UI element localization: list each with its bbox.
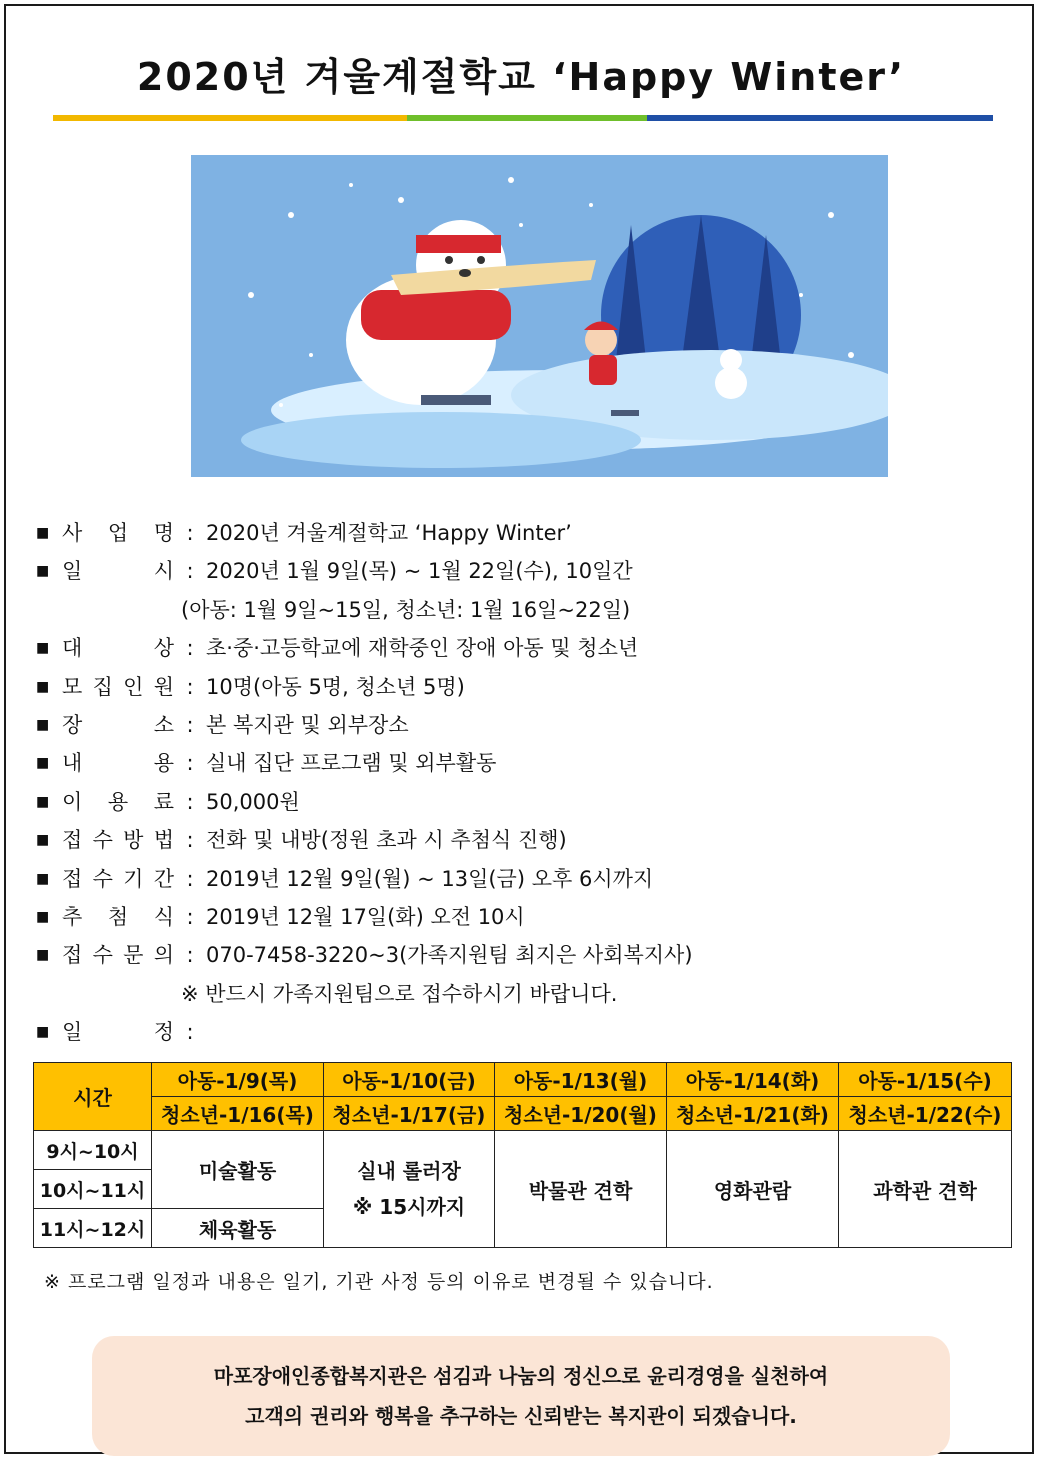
info-label	[62, 898, 174, 936]
info-value: 본 복지관 및 외부장소	[206, 712, 409, 737]
bullet-icon: ■	[36, 908, 50, 925]
bullet-icon: ■	[36, 678, 50, 695]
label-char: 모	[62, 674, 83, 699]
info-row-content	[36, 744, 996, 782]
label-char: 기	[123, 866, 144, 891]
info-value: 2019년 12월 9일(월) ~ 13일(금) 오후 6시까지	[206, 866, 654, 891]
colon: :	[186, 904, 194, 929]
label-char: 원	[153, 674, 174, 699]
label-char: 용	[153, 751, 174, 776]
activity-cell: 체육활동	[152, 1209, 324, 1248]
info-label	[62, 668, 174, 706]
info-value: 실내 집단 프로그램 및 외부활동	[206, 751, 497, 776]
info-value: 초·중·고등학교에 재학중인 장애 아동 및 청소년	[206, 636, 639, 661]
label-char: 첨	[107, 904, 129, 929]
info-row-inquiry-sub: ※ 반드시 가족지원팀으로 접수하시기 바랍니다.	[181, 981, 618, 1006]
info-value: 2020년 겨울계절학교 ‘Happy Winter’	[206, 521, 572, 545]
day-header-youth: 청소년-1/22(수)	[839, 1097, 1012, 1131]
info-label	[62, 783, 174, 821]
info-row-method	[36, 821, 996, 859]
info-label	[62, 706, 174, 744]
info-row-fee	[36, 783, 996, 821]
schedule-note: ※ 프로그램 일정과 내용은 일기, 기관 사정 등의 이유로 변경될 수 있습니다.	[44, 1271, 714, 1293]
info-value: 2020년 1월 9일(목) ~ 1월 22일(수), 10일간	[206, 559, 633, 584]
label-char: 인	[123, 674, 144, 699]
label-char: 사	[62, 521, 83, 545]
bullet-icon: ■	[36, 947, 50, 964]
label-char: 장	[62, 712, 83, 737]
label-char: 식	[153, 904, 174, 929]
info-row-target	[36, 629, 996, 667]
label-char: 대	[62, 636, 83, 661]
info-label	[62, 629, 174, 667]
info-label	[62, 860, 174, 898]
day-header-child: 아동-1/14(화)	[667, 1063, 839, 1097]
label-char: 수	[92, 943, 113, 968]
day-header-youth: 청소년-1/16(목)	[152, 1097, 324, 1131]
page-title: 2020년 겨울계절학교 ‘Happy Winter’	[136, 55, 906, 99]
info-value: 2019년 12월 17일(화) 오전 10시	[206, 904, 525, 929]
label-char: 명	[153, 521, 174, 545]
label-char: 이	[62, 789, 83, 814]
info-value: 전화 및 내방(정원 초과 시 추첨식 진행)	[206, 828, 567, 853]
colon: :	[186, 674, 194, 699]
bullet-icon: ■	[36, 1024, 50, 1041]
schedule-table	[33, 1062, 1012, 1248]
bullet-icon: ■	[36, 716, 50, 733]
activity-cell: 미술활동	[152, 1131, 324, 1209]
activity-cell: 영화관람	[667, 1131, 839, 1248]
label-char: 의	[153, 943, 174, 968]
colon: :	[186, 789, 194, 814]
label-char: 소	[153, 712, 174, 737]
label-char: 법	[153, 828, 174, 853]
time-header: 시간	[34, 1063, 152, 1131]
day-header-child: 아동-1/15(수)	[839, 1063, 1012, 1097]
colon: :	[186, 712, 194, 737]
label-char: 방	[123, 828, 144, 853]
label-char: 업	[107, 521, 129, 545]
time-cell: 9시~10시	[34, 1131, 152, 1170]
bullet-icon: ■	[36, 755, 50, 772]
colon: :	[186, 866, 194, 891]
time-cell: 11시~12시	[34, 1209, 152, 1248]
time-cell: 10시~11시	[34, 1170, 152, 1209]
colon: :	[186, 1020, 194, 1045]
activity-roller-line1: 실내 롤러장	[357, 1159, 461, 1183]
label-char: 시	[153, 559, 174, 584]
label-char: 용	[107, 789, 129, 814]
info-label	[62, 936, 174, 974]
title-bar-blue	[647, 115, 993, 121]
day-header-child: 아동-1/9(목)	[152, 1063, 324, 1097]
day-header-youth: 청소년-1/17(금)	[324, 1097, 495, 1131]
label-char: 접	[62, 828, 83, 853]
info-row-inquiry	[36, 936, 996, 974]
polar-bear-and-girl-skating-illustration	[191, 155, 888, 477]
info-row-recruit	[36, 668, 996, 706]
info-label	[62, 1013, 174, 1051]
program-info-list	[36, 514, 996, 1051]
label-char: 일	[62, 1020, 83, 1045]
bullet-icon: ■	[36, 832, 50, 849]
table-header-row	[34, 1063, 1012, 1097]
bullet-icon: ■	[36, 525, 50, 541]
activity-cell-roller	[324, 1131, 495, 1248]
closing-message-box	[92, 1336, 950, 1456]
closing-line-2: 고객의 권리와 행복을 추구하는 신뢰받는 복지관이 되겠습니다.	[245, 1404, 797, 1428]
activity-cell: 박물관 견학	[495, 1131, 667, 1248]
info-row-period	[36, 860, 996, 898]
label-char: 수	[92, 828, 113, 853]
title-bar-yellow	[53, 115, 407, 121]
info-row-place	[36, 706, 996, 744]
colon: :	[186, 636, 194, 661]
colon: :	[186, 751, 194, 776]
info-label	[62, 514, 174, 552]
label-char: 접	[62, 866, 83, 891]
info-value: 50,000원	[206, 789, 300, 814]
info-row-name	[36, 514, 996, 552]
bullet-icon: ■	[36, 870, 50, 887]
info-label	[62, 821, 174, 859]
colon: :	[186, 559, 194, 584]
label-char: 추	[62, 904, 83, 929]
info-value: 10명(아동 5명, 청소년 5명)	[206, 674, 465, 699]
table-row	[34, 1131, 1012, 1170]
activity-cell: 과학관 견학	[839, 1131, 1012, 1248]
info-row-lottery	[36, 898, 996, 936]
day-header-youth: 청소년-1/21(화)	[667, 1097, 839, 1131]
label-char: 접	[62, 943, 83, 968]
bullet-icon: ■	[36, 640, 50, 657]
activity-roller-line2: ※ 15시까지	[352, 1195, 466, 1219]
label-char: 집	[92, 674, 113, 699]
info-label	[62, 744, 174, 782]
label-char: 상	[153, 636, 174, 661]
label-char: 수	[92, 866, 113, 891]
day-header-child: 아동-1/10(금)	[324, 1063, 495, 1097]
colon: :	[186, 828, 194, 853]
label-char: 내	[62, 751, 83, 776]
label-char: 료	[153, 789, 174, 814]
day-header-youth: 청소년-1/20(월)	[495, 1097, 667, 1131]
label-char: 정	[153, 1020, 174, 1045]
label-char: 일	[62, 559, 83, 584]
label-char: 간	[153, 866, 174, 891]
info-label	[62, 552, 174, 590]
bullet-icon: ■	[36, 793, 50, 810]
closing-line-1: 마포장애인종합복지관은 섬김과 나눔의 정신으로 윤리경영을 실천하여	[213, 1364, 829, 1388]
info-value: 070-7458-3220~3(가족지원팀 최지은 사회복지사)	[206, 943, 693, 968]
label-char: 문	[123, 943, 144, 968]
info-row-date-sub: (아동: 1월 9일~15일, 청소년: 1월 16일~22일)	[181, 597, 631, 622]
day-header-child: 아동-1/13(월)	[495, 1063, 667, 1097]
bullet-icon: ■	[36, 563, 50, 580]
title-bar-green	[407, 115, 647, 121]
colon: :	[186, 521, 194, 545]
info-row-date	[36, 552, 996, 590]
colon: :	[186, 943, 194, 968]
info-row-schedule	[36, 1013, 996, 1051]
table-header-row	[34, 1097, 1012, 1131]
